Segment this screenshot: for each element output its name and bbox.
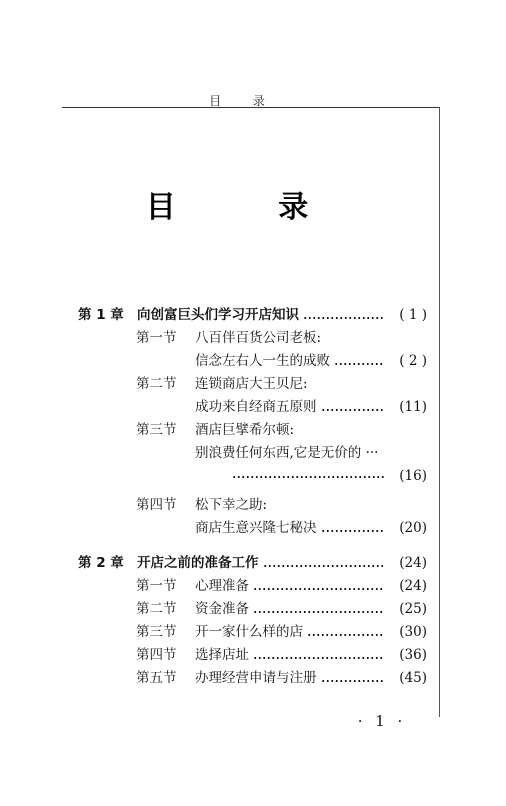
section-subtitle: 别浪费任何东西,它是无价的 ··· [195, 445, 379, 461]
section-title: 心理准备 [195, 578, 249, 594]
toc-section-row[interactable] [0, 621, 506, 643]
header-rule [62, 107, 440, 108]
section-title: 酒店巨擘希尔顿: [195, 422, 295, 438]
dot-leader [232, 476, 384, 478]
toc-title-box [195, 442, 435, 464]
toc-title-box [195, 419, 387, 441]
dot-leader [321, 530, 384, 532]
toc-chapter-row[interactable] [0, 304, 506, 326]
toc-title-box [195, 667, 387, 689]
chapter-label: 第 1 章 [78, 307, 124, 323]
dot-leader [321, 680, 384, 682]
dot-leader [303, 317, 383, 319]
toc-title-box [195, 644, 387, 666]
toc-section-row[interactable] [0, 419, 506, 441]
page-number: (30) [399, 624, 427, 640]
section-title: 连锁商店大王贝尼: [195, 376, 308, 392]
toc-section-row[interactable] [0, 644, 506, 666]
section-label: 第二节 [136, 601, 177, 617]
section-title: 开一家什么样的店 [195, 624, 303, 640]
toc-section-row[interactable] [0, 667, 506, 689]
section-title: 办理经营申请与注册 [195, 670, 317, 686]
page-number: (24) [399, 578, 427, 594]
section-label: 第四节 [136, 647, 177, 663]
section-label: 第三节 [136, 422, 177, 438]
page-number: (36) [399, 647, 427, 663]
toc-section-continuation[interactable] [0, 442, 506, 464]
toc-title-box [195, 494, 387, 516]
section-label: 第二节 [136, 376, 177, 392]
toc-section-continuation[interactable] [0, 396, 506, 418]
page-number: (25) [399, 601, 427, 617]
page-number: ( 2 ) [399, 353, 427, 369]
section-title: 八百伴百货公司老板: [195, 330, 322, 346]
page-number: (24) [399, 555, 427, 571]
section-label: 第四节 [136, 497, 177, 513]
section-label: 第一节 [136, 578, 177, 594]
dot-leader [253, 588, 383, 590]
section-label: 第一节 [136, 330, 177, 346]
toc-chapter-row[interactable] [0, 552, 506, 574]
section-subtitle: 成功来自经商五原则 [195, 399, 317, 415]
toc-section-row[interactable] [0, 327, 506, 349]
toc-title-box [195, 327, 387, 349]
chapter-title: 向创富巨头们学习开店知识 [137, 307, 299, 323]
chapter-label: 第 2 章 [78, 555, 124, 571]
dot-leader [307, 634, 383, 636]
section-label: 第三节 [136, 624, 177, 640]
chapter-title: 开店之前的准备工作 [137, 555, 259, 571]
section-title: 资金准备 [195, 601, 249, 617]
section-subtitle: 信念左右人一生的成败 [195, 353, 330, 369]
folio-page-number: · 1 · [357, 712, 407, 730]
toc-title-box [195, 396, 387, 418]
toc-title-box [195, 621, 387, 643]
dot-leader [253, 611, 383, 613]
page-title: 目 录 [145, 190, 355, 225]
toc-title-box [195, 373, 387, 395]
dot-leader [334, 363, 383, 365]
toc-title-box [137, 304, 387, 326]
page-number: (20) [399, 520, 427, 536]
section-subtitle: 商店生意兴隆七秘决 [195, 520, 317, 536]
toc-section-continuation[interactable] [0, 350, 506, 372]
toc-section-row[interactable] [0, 373, 506, 395]
toc-title-box [137, 552, 387, 574]
page-number: (11) [399, 399, 427, 415]
section-label: 第五节 [136, 670, 177, 686]
page-number: (45) [399, 670, 427, 686]
toc-title-box [195, 350, 387, 372]
dot-leader [253, 657, 383, 659]
toc-title-box [195, 575, 387, 597]
toc-section-continuation[interactable] [0, 517, 506, 539]
toc-section-row[interactable] [0, 575, 506, 597]
page-number: ( 1 ) [399, 307, 427, 323]
toc-section-row[interactable] [0, 598, 506, 620]
page-number: (16) [399, 468, 427, 484]
running-header: 目 录 [209, 94, 279, 108]
toc-dot-leader-row[interactable] [0, 465, 506, 487]
section-title: 松下幸之助: [195, 497, 268, 513]
toc-title-box [195, 598, 387, 620]
toc-section-row[interactable] [0, 494, 506, 516]
dot-leader [263, 565, 384, 567]
section-title: 选择店址 [195, 647, 249, 663]
toc-title-box [195, 517, 387, 539]
dot-leader [321, 409, 384, 411]
